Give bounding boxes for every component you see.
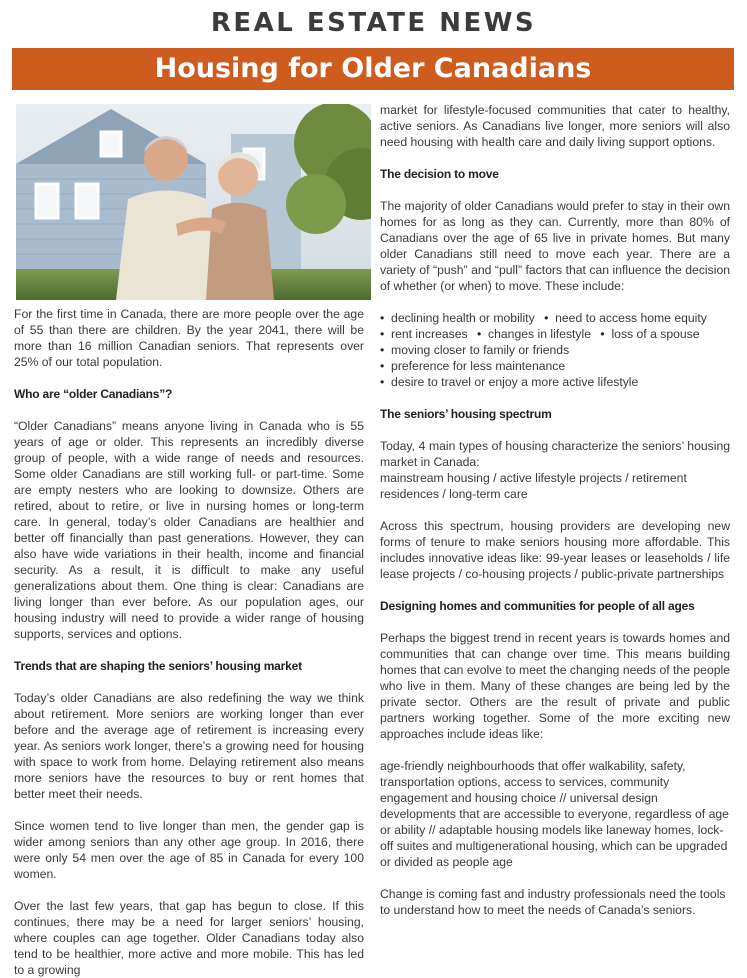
bullet-item: • loss of a spouse — [600, 327, 699, 341]
designing-paragraph-3: Change is coming fast and industry professionals need the tools to understand how to meet the needs of Canada’s seniors. — [380, 887, 726, 917]
who-paragraph: “Older Canadians” means anyone living in Canada who is 55 years of age or older. This represents an incredibly diverse group of people, with a wide range of needs and resources. Some older Canadians are still working full- or part-time. Some are empty nesters who are looking to downsize. Others are retired, about to retire, or live in nursing homes or long-term care. In general, today’s older Canadians are healthier and better off financially than past generations. However, they can also have wide variations in their health, income and financial security. As a result, it is difficult to make any useful generalizations about them. One thing is clear: Canadians are living longer than ever before. As our population ages, our housing industry will need to provide a wider range of housing supports, services and options. — [14, 419, 364, 641]
spectrum-paragraph-1: Today, 4 main types of housing characterize the seniors’ housing market in Canada: — [380, 439, 730, 469]
designing-paragraph-1: Perhaps the biggest trend in recent years is towards homes and communities that can change over time. This means building homes that can evolve to meet the changing needs of the people who live in them. Many of these changes are being led by the private sector. Others are the result of private and public partners working together. Some of the more exciting new approaches include ideas like: — [380, 631, 730, 741]
decision-paragraph: The majority of older Canadians would prefer to stay in their own homes for as long as they can. Currently, more than 80% of Canadians over the age of 65 live in private homes. But many older Canadians still need to move each year. There are a variety of “push” and “pull” factors that can influence the decision of whether (or when) to move. These include: — [380, 199, 730, 293]
who-heading: Who are “older Canadians”? — [14, 387, 173, 401]
senior-couple-photo — [16, 104, 371, 300]
bullet-item: • rent increases — [380, 327, 468, 341]
bullet-item: • moving closer to family or friends — [380, 343, 569, 357]
intro-paragraph: For the first time in Canada, there are more people over the age of 55 than there are children. By the year 2041, there will be more than 16 million Canadian seniors. That represents over 25% of our total population. — [14, 307, 364, 369]
decision-bullet-list — [380, 310, 730, 390]
trends-paragraph-1: Today’s older Canadians are also redefining the way we think about retirement. More seniors are working longer than ever before and the average age of retirement is increasing every year. As seniors work longer, there’s a growing need for housing with space to work from home. Delaying retirement also means more seniors have the resources to buy or rent homes that better meet their needs. — [14, 691, 364, 801]
bullet-item: • need to access home equity — [544, 311, 707, 325]
trends-paragraph-3: Over the last few years, that gap has begun to close. If this continues, there may be a need for larger seniors’ housing, where couples can age together. Older Canadians today also tend to be healthier, more active and more mobile. This has led to a growing — [14, 899, 364, 977]
bullet-item: • declining health or mobility — [380, 311, 535, 325]
bullet-item: • changes in lifestyle — [477, 327, 591, 341]
spectrum-heading: The seniors’ housing spectrum — [380, 407, 552, 421]
spectrum-paragraph-2: Across this spectrum, housing providers are developing new forms of tenure to make seniors housing more affordable. This includes innovative ideas like: 99-year leases or leaseholds / life lease projects / co-housing projects / public-private partnerships — [380, 519, 730, 581]
trends-paragraph-2: Since women tend to live longer than men, the gender gap is wider among seniors than any other age group. In 2016, there were only 54 men over the age of 85 in Canada for every 100 women. — [14, 819, 364, 881]
trends-paragraph-3-continued: market for lifestyle-focused communities that cater to healthy, active seniors. As Canadians live longer, more seniors will also need housing with health care and daily living support options. — [380, 103, 730, 149]
designing-paragraph-2: age-friendly neighbourhoods that offer walkability, safety, transportation options, access to services, community engagement and housing choice // universal design developments that are accessible to everyone, regardless of age or ability // adaptable housing models like laneway homes, lock-off suites and multigenerational housing, which can be upgraded or divided as people age — [380, 759, 729, 869]
left-column — [14, 306, 364, 978]
decision-heading: The decision to move — [380, 167, 499, 181]
right-column — [380, 102, 730, 918]
bullet-item: • preference for less maintenance — [380, 359, 565, 373]
spectrum-housing-types: mainstream housing / active lifestyle projects / retirement residences / long-term care — [380, 471, 687, 501]
designing-heading: Designing homes and communities for people of all ages — [380, 599, 695, 613]
bullet-item: • desire to travel or enjoy a more active lifestyle — [380, 375, 638, 389]
trends-heading: Trends that are shaping the seniors’ housing market — [14, 659, 302, 673]
masthead: REAL ESTATE NEWS — [210, 8, 537, 38]
article-title: Housing for Older Canadians — [12, 48, 734, 90]
